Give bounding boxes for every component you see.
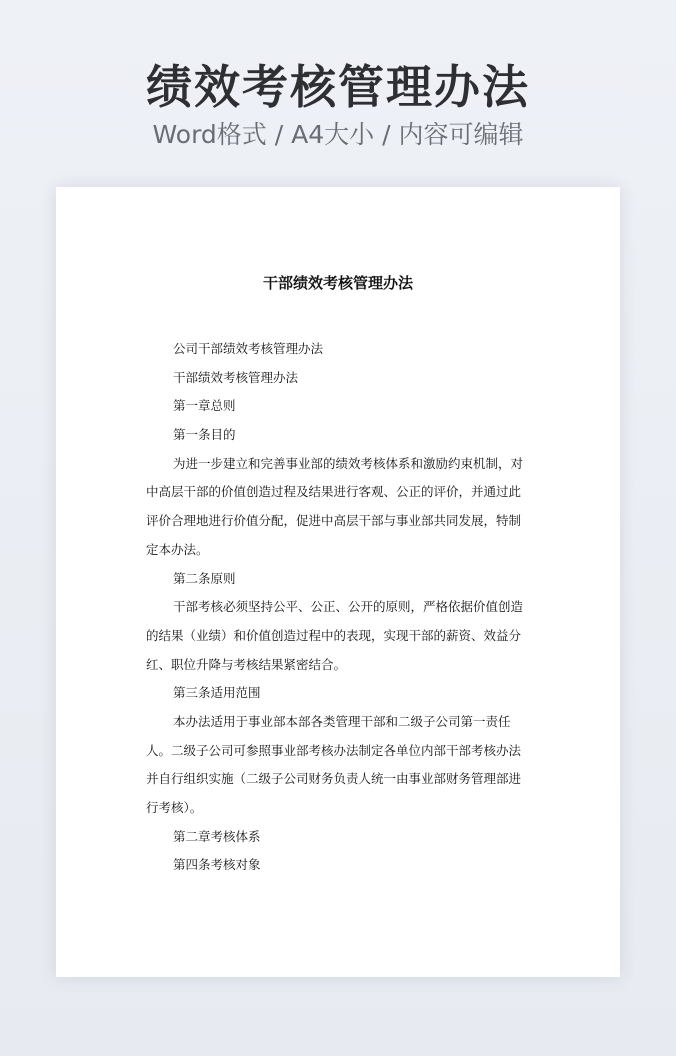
doc-line: 行考核）。 <box>146 800 203 815</box>
doc-line: 并自行组织实施（二级子公司财务负责人统一由事业部财务管理部进 <box>146 771 522 787</box>
doc-line: 评价合理地进行价值分配，促进中高层干部与事业部共同发展，特制 <box>146 513 522 529</box>
doc-line: 第二章考核体系 <box>173 828 261 844</box>
doc-line: 人。二级子公司可参照事业部考核办法制定各单位内部干部考核办法 <box>146 742 522 758</box>
header-banner <box>0 58 676 152</box>
doc-line: 公司干部绩效考核管理办法 <box>173 341 324 356</box>
document-body <box>146 335 530 880</box>
doc-line: 的结果（业绩）和价值创造过程中的表现，实现干部的薪资、效益分 <box>146 627 522 643</box>
doc-line: 为进一步建立和完善事业部的绩效考核体系和激励约束机制，对 <box>173 455 524 471</box>
doc-line: 干部考核必须坚持公平、公正、公开的原则，严格依据价值创造 <box>173 599 524 615</box>
doc-line: 第四条考核对象 <box>173 857 261 873</box>
doc-line: 定本办法。 <box>146 541 209 557</box>
doc-line: 本办法适用于事业部本部各类管理干部和二级子公司第一责任 <box>173 713 511 729</box>
doc-line: 红、职位升降与考核结果紧密结合。 <box>146 656 347 672</box>
doc-line: 第一条目的 <box>173 427 236 443</box>
doc-line: 中高层干部的价值创造过程及结果进行客观、公正的评价，并通过此 <box>146 484 522 500</box>
doc-line: 第一章总则 <box>173 398 236 414</box>
document-title: 干部绩效考核管理办法 <box>262 274 413 292</box>
document-page <box>56 187 620 977</box>
banner-title: 绩效考核管理办法 <box>146 60 530 114</box>
doc-line: 第三条适用范围 <box>173 685 261 701</box>
doc-line: 干部绩效考核管理办法 <box>173 369 299 385</box>
doc-line: 第二条原则 <box>173 570 236 586</box>
banner-subtitle: Word格式 / A4大小 / 内容可编辑 <box>152 120 524 149</box>
